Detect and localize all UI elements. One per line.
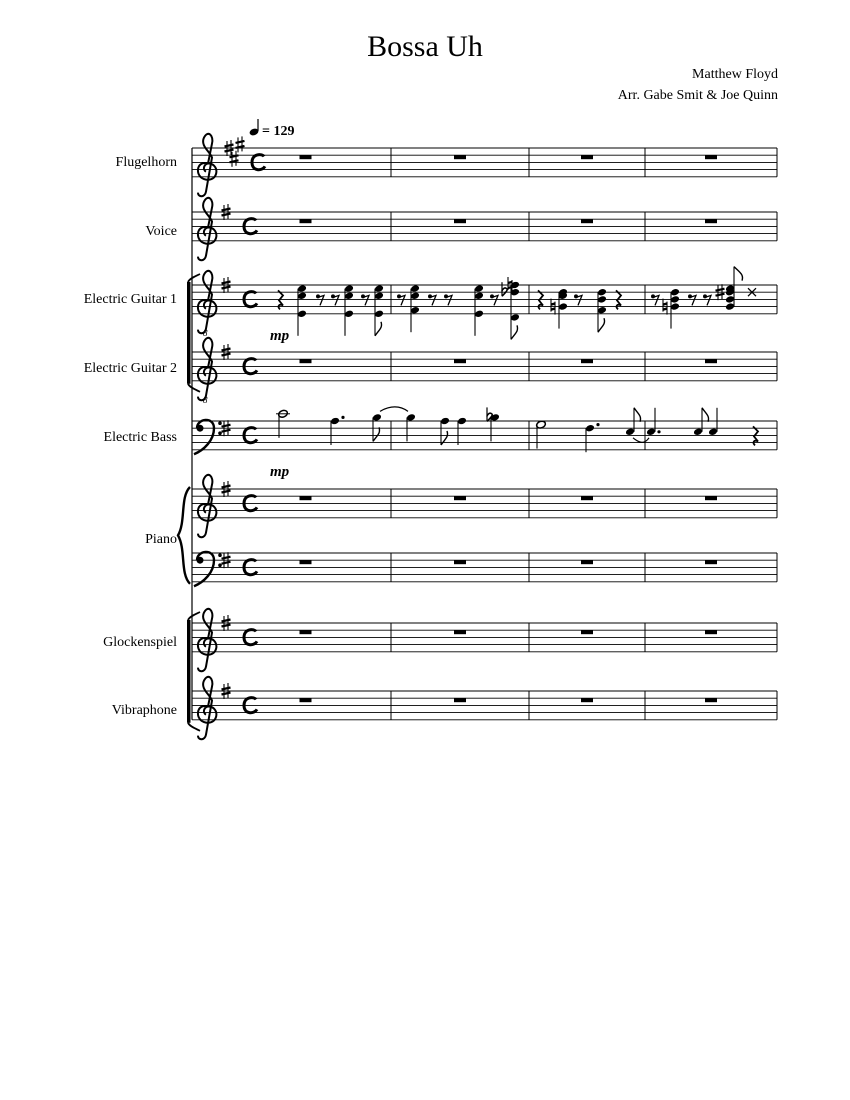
instrument-name: Flugelhorn <box>115 155 177 170</box>
note-flag <box>598 318 605 332</box>
whole-rest-icon <box>454 359 466 363</box>
instrument-name: Piano <box>145 532 177 547</box>
octave-mark: 8 <box>203 394 208 405</box>
eighth-rest-icon <box>361 294 369 305</box>
instrument-labels <box>84 155 177 718</box>
whole-rest-icon <box>454 698 466 702</box>
bracket-hook <box>188 723 200 731</box>
notation <box>178 134 758 739</box>
group-bracket <box>187 282 191 384</box>
whole-rest-icon <box>705 698 717 702</box>
bracket-hook <box>188 274 200 282</box>
tempo-marking <box>249 119 295 139</box>
whole-rest-icon <box>300 496 312 500</box>
treble-clef-icon <box>198 677 216 739</box>
eighth-rest-icon <box>397 294 405 305</box>
octave-mark: 8 <box>203 327 208 338</box>
eighth-rest-icon <box>316 294 324 305</box>
piano-brace <box>178 487 190 584</box>
bracket-hook <box>188 612 200 620</box>
staff-lines <box>192 148 777 720</box>
note-flag <box>511 325 518 339</box>
instrument-name: Electric Guitar 1 <box>83 292 177 307</box>
bass-clef-icon <box>194 552 222 586</box>
flat-icon <box>502 282 507 296</box>
whole-rest-icon <box>300 155 312 159</box>
eighth-rest-icon <box>574 294 582 305</box>
note-flag <box>734 267 743 281</box>
instrument-name: Electric Guitar 2 <box>83 361 177 376</box>
bracket-hook <box>188 384 200 392</box>
whole-rest-icon <box>581 698 593 702</box>
whole-rest-icon <box>454 219 466 223</box>
treble-clef-icon <box>198 134 216 196</box>
note-flag <box>634 408 641 422</box>
whole-rest-icon <box>705 630 717 634</box>
whole-rest-icon <box>581 560 593 564</box>
note-flag <box>373 427 380 441</box>
dynamic-mp: mp <box>270 328 290 344</box>
eighth-rest-icon <box>444 294 452 305</box>
note-flag <box>375 322 382 336</box>
whole-rest-icon <box>581 630 593 634</box>
treble-clef-icon <box>198 475 216 537</box>
arranger-credit: Arr. Gabe Smit & Joe Quinn <box>617 88 778 103</box>
group-bracket <box>187 620 191 723</box>
treble-clef-icon <box>198 338 216 400</box>
instrument-name: Electric Bass <box>103 430 177 445</box>
bass-clef-icon <box>194 420 222 454</box>
eighth-rest-icon <box>490 294 498 305</box>
eighth-rest-icon <box>688 294 696 305</box>
whole-rest-icon <box>581 219 593 223</box>
whole-rest-icon <box>300 219 312 223</box>
whole-rest-icon <box>454 155 466 159</box>
whole-rest-icon <box>454 496 466 500</box>
augmentation-dot <box>341 416 344 419</box>
treble-clef-icon <box>198 198 216 260</box>
augmentation-dot <box>657 430 660 433</box>
instrument-name: Vibraphone <box>111 703 177 718</box>
whole-rest-icon <box>300 359 312 363</box>
whole-rest-icon <box>300 560 312 564</box>
eighth-rest-icon <box>428 294 436 305</box>
score-title: Bossa Uh <box>367 30 483 63</box>
whole-rest-icon <box>581 359 593 363</box>
key-sharp-icon <box>236 136 245 152</box>
dynamic-mp: mp <box>270 464 290 480</box>
composer-credit: Matthew Floyd <box>692 67 778 82</box>
whole-rest-icon <box>705 560 717 564</box>
whole-rest-icon <box>705 155 717 159</box>
tempo-value: = 129 <box>262 124 295 139</box>
eighth-rest-icon <box>651 294 659 305</box>
whole-rest-icon <box>705 496 717 500</box>
whole-rest-icon <box>454 560 466 564</box>
whole-rest-icon <box>705 359 717 363</box>
whole-rest-icon <box>581 496 593 500</box>
whole-rest-icon <box>300 630 312 634</box>
treble-clef-icon <box>198 609 216 671</box>
treble-clef-icon <box>198 271 216 333</box>
tie <box>633 438 649 443</box>
instrument-name: Glockenspiel <box>103 635 177 650</box>
whole-rest-icon <box>300 698 312 702</box>
whole-rest-icon <box>454 630 466 634</box>
whole-rest-icon <box>581 155 593 159</box>
augmentation-dot <box>596 423 599 426</box>
note-flag <box>702 408 709 422</box>
instrument-name: Voice <box>145 224 177 239</box>
eighth-rest-icon <box>703 294 711 305</box>
eighth-rest-icon <box>331 294 339 305</box>
whole-rest-icon <box>705 219 717 223</box>
tie <box>380 407 408 412</box>
